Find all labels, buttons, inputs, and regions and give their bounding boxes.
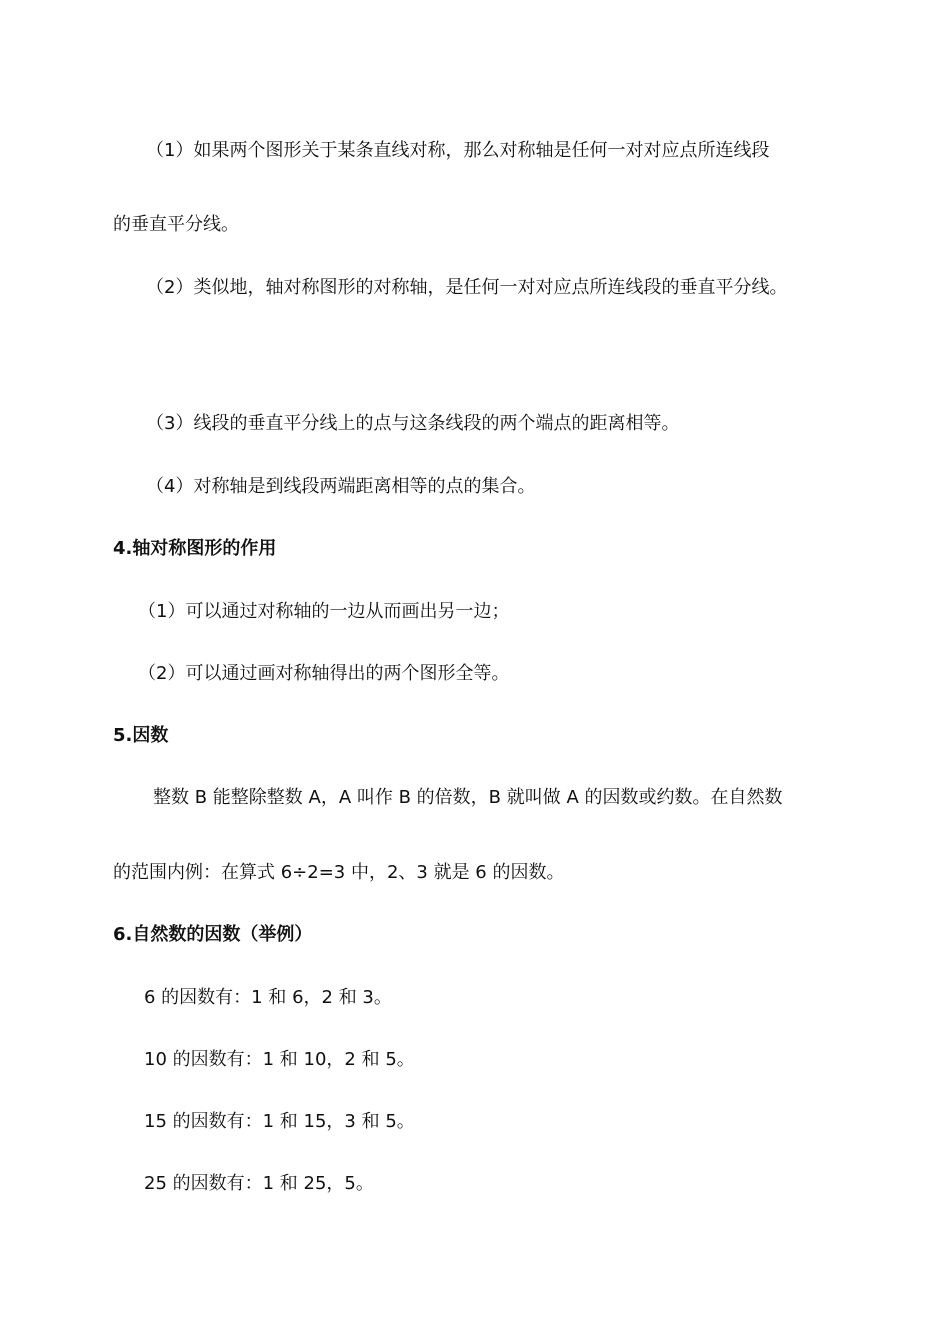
section-5-title: 5.因数: [113, 725, 169, 746]
paragraph-1-line-2: 的垂直平分线。: [113, 214, 239, 235]
section-6-example-3: 15 的因数有：1 和 15，3 和 5。: [144, 1111, 415, 1132]
section-6-example-1: 6 的因数有：1 和 6，2 和 3。: [144, 987, 392, 1008]
section-5-line-1: 整数 B 能整除整数 A，A 叫作 B 的倍数，B 就叫做 A 的因数或约数。在自然数: [153, 787, 783, 808]
paragraph-1-line-1: （1）如果两个图形关于某条直线对称，那么对称轴是任何一对对应点所连线段: [146, 140, 770, 161]
paragraph-3: （3）线段的垂直平分线上的点与这条线段的两个端点的距离相等。: [146, 413, 680, 434]
section-4-item-1: （1）可以通过对称轴的一边从而画出另一边；: [138, 601, 510, 622]
section-6-example-2: 10 的因数有：1 和 10，2 和 5。: [144, 1049, 415, 1070]
section-4-item-2: （2）可以通过画对称轴得出的两个图形全等。: [138, 663, 510, 684]
section-5-line-2: 的范围内例：在算式 6÷2=3 中，2、3 就是 6 的因数。: [113, 862, 565, 883]
section-6-example-4: 25 的因数有：1 和 25，5。: [144, 1173, 374, 1194]
paragraph-2: （2）类似地，轴对称图形的对称轴，是任何一对对应点所连线段的垂直平分线。: [146, 277, 788, 298]
section-6-title: 6.自然数的因数（举例）: [113, 924, 313, 945]
section-4-title: 4.轴对称图形的作用: [113, 538, 277, 559]
paragraph-4: （4）对称轴是到线段两端距离相等的点的集合。: [146, 476, 536, 497]
